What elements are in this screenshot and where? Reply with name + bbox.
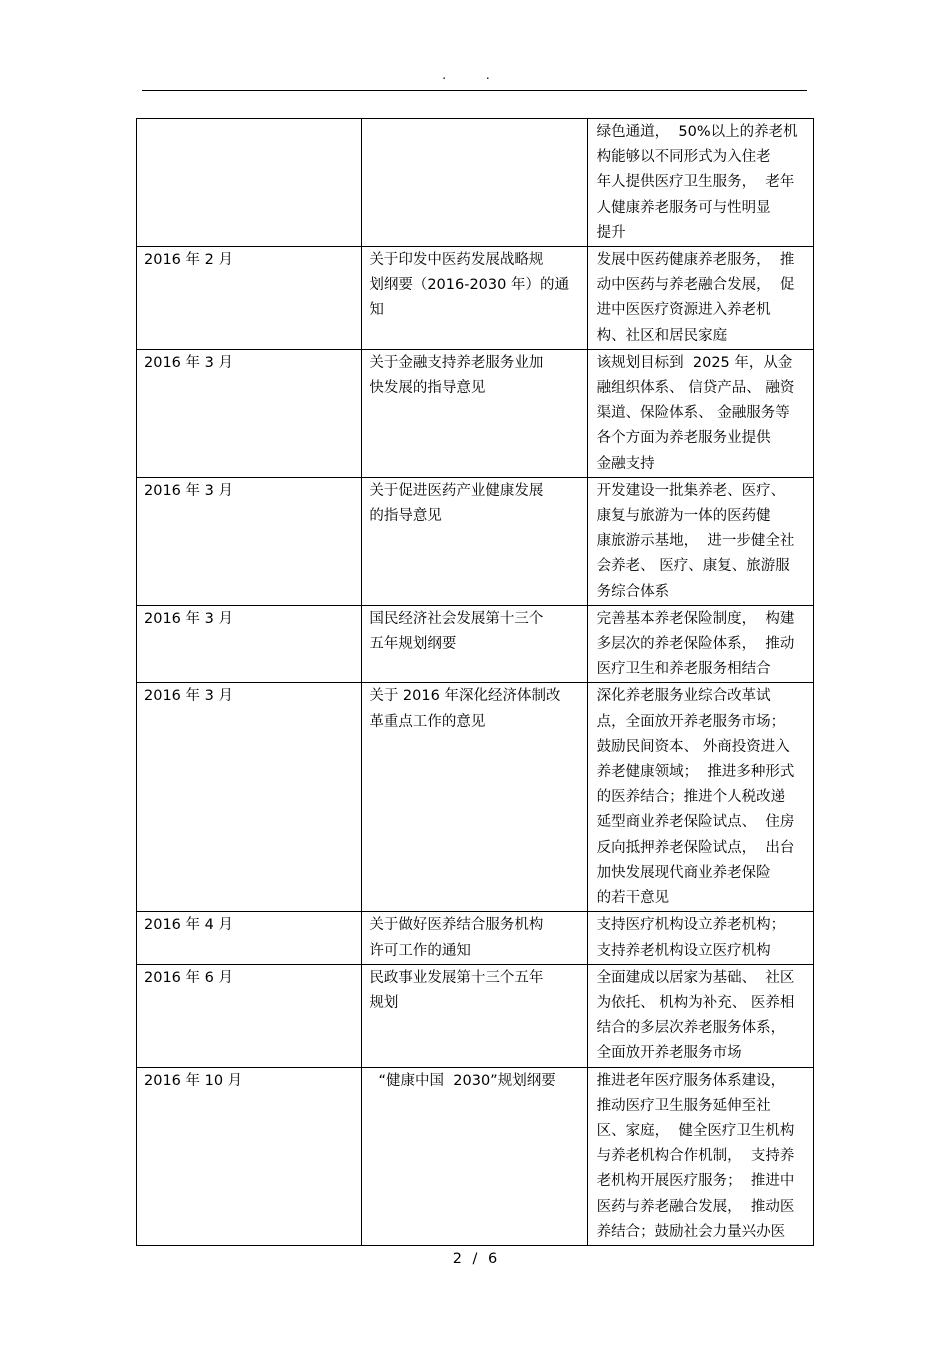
policy-content-cell-line: 养老健康领域； 推进多种形式: [596, 764, 795, 781]
table-row: [137, 1067, 814, 1245]
policy-content-cell-line: 与养老机构合作机制， 支持养: [596, 1148, 795, 1165]
policy-content-cell: [587, 349, 813, 477]
policy-content-cell-line: 康复与旅游为一体的医药健: [596, 508, 771, 525]
policy-content-cell-line: 年人提供医疗卫生服务， 老年: [596, 174, 795, 191]
policy-content-cell-line: 区、家庭， 健全医疗卫生机构: [596, 1122, 795, 1139]
policy-title-cell: [362, 247, 587, 350]
table-row: [137, 477, 814, 605]
policy-title-cell-line: 划纲要（2016-2030 年）的通: [369, 277, 569, 294]
policy-title-cell-line: 五年规划纲要: [369, 636, 457, 653]
policy-content-cell-line: 融组织体系、 信贷产品、 融资: [596, 380, 795, 397]
policy-title-cell: [362, 1067, 587, 1245]
policy-content-cell: [587, 683, 813, 912]
policy-content-cell-line: 加快发展现代商业养老保险: [596, 864, 771, 881]
page-indicator: 2 / 6: [452, 1251, 498, 1267]
policy-content-cell-line: 完善基本养老保险制度， 构建: [596, 610, 795, 627]
policy-content-cell-line: 点，全面放开养老服务市场；: [596, 713, 786, 730]
policy-content-cell-line: 支持养老机构设立医疗机构: [596, 942, 771, 959]
policy-title-cell-line: 革重点工作的意见: [369, 713, 486, 730]
date-cell: [137, 683, 362, 912]
date-cell-text: 2016 年 3 月: [144, 482, 233, 499]
policy-table: [136, 118, 814, 1246]
policy-content-cell-line: 推动医疗卫生服务延伸至社: [596, 1097, 771, 1114]
policy-content-cell-line: 推进老年医疗服务体系建设，: [596, 1072, 786, 1089]
table-row: [137, 683, 814, 912]
date-cell-text: 2016 年 10 月: [144, 1072, 243, 1089]
date-cell: [137, 912, 362, 964]
policy-content-cell-line: 老机构开展医疗服务； 推进中: [596, 1173, 795, 1190]
policy-title-cell: [362, 119, 587, 247]
policy-content-cell: [587, 119, 813, 247]
date-cell: [137, 964, 362, 1067]
date-cell: [137, 247, 362, 350]
table-row: [137, 349, 814, 477]
table-row: [137, 912, 814, 964]
policy-content-cell-line: 延型商业养老保险试点、 住房: [596, 814, 795, 831]
policy-content-cell-line: 的医养结合；推进个人税改递: [596, 789, 786, 806]
date-cell-text: 2016 年 3 月: [144, 688, 233, 705]
policy-table-body: [137, 119, 814, 1246]
policy-title-cell: [362, 912, 587, 964]
policy-title-cell-line: 规划: [369, 994, 399, 1011]
table-row: [137, 119, 814, 247]
policy-content-cell: [587, 912, 813, 964]
policy-title-cell: [362, 605, 587, 683]
policy-content-cell: [587, 964, 813, 1067]
policy-content-cell-line: 务综合体系: [596, 583, 670, 600]
date-cell: [137, 1067, 362, 1245]
policy-content-cell-line: 构能够以不同形式为入住老: [596, 149, 771, 166]
table-row: [137, 247, 814, 350]
policy-content-cell-line: 反向抵押养老保险试点， 出台: [596, 839, 795, 856]
policy-content-cell-line: 发展中医药健康养老服务， 推: [596, 252, 795, 269]
policy-content-cell-line: 构、社区和居民家庭: [596, 327, 728, 344]
date-cell-text: 2016 年 3 月: [144, 354, 233, 371]
policy-content-cell-line: 深化养老服务业综合改革试: [596, 688, 771, 705]
policy-content-cell-line: 渠道、保险体系、 金融服务等: [596, 405, 790, 422]
policy-content-cell-line: 康旅游示基地， 进一步健全社: [596, 533, 795, 550]
table-row: [137, 605, 814, 683]
header-mark: . .: [442, 68, 508, 82]
policy-content-cell-line: 提升: [596, 224, 626, 241]
policy-title-cell: [362, 477, 587, 605]
table-row: [137, 964, 814, 1067]
policy-content-cell: [587, 1067, 813, 1245]
policy-content-cell-line: 的若干意见: [596, 890, 670, 907]
policy-content-cell: [587, 605, 813, 683]
policy-content-cell-line: 养结合；鼓励社会力量兴办医: [596, 1223, 786, 1240]
policy-title-cell: [362, 683, 587, 912]
date-cell: [137, 477, 362, 605]
date-cell-text: 2016 年 2 月: [144, 252, 233, 269]
policy-content-cell-line: 金融支持: [596, 455, 655, 472]
policy-title-cell-line: 关于做好医养结合服务机构: [369, 917, 544, 934]
policy-title-cell-line: 国民经济社会发展第十三个: [369, 610, 544, 627]
policy-title-cell: [362, 964, 587, 1067]
policy-content-cell-line: 医药与养老融合发展， 推动医: [596, 1198, 795, 1215]
policy-content-cell-line: 人健康养老服务可与性明显: [596, 199, 771, 216]
policy-title-cell-line: 的指导意见: [369, 508, 442, 525]
policy-title-cell-line: “健康中国 2030”规划纲要: [369, 1072, 556, 1089]
policy-content-cell-line: 为依托、 机构为补充、 医养相: [596, 994, 795, 1011]
policy-content-cell-line: 绿色通道， 50%以上的养老机: [596, 124, 798, 140]
policy-title-cell-line: 知: [369, 302, 384, 319]
policy-content-cell: [587, 247, 813, 350]
policy-content-cell-line: 支持医疗机构设立养老机构；: [596, 917, 786, 934]
policy-content-cell-line: 开发建设一批集养老、医疗、: [596, 482, 786, 499]
date-cell-text: 2016 年 4 月: [144, 917, 233, 934]
date-cell: [137, 605, 362, 683]
policy-content-cell-line: 动中医药与养老融合发展， 促: [596, 277, 795, 294]
policy-content-cell-line: 多层次的养老保险体系， 推动: [596, 636, 795, 653]
policy-content-cell-line: 结合的多层次养老服务体系，: [596, 1020, 786, 1037]
policy-title-cell-line: 关于 2016 年深化经济体制改: [369, 688, 561, 705]
policy-title-cell-line: 关于金融支持养老服务业加: [369, 354, 544, 371]
policy-title-cell-line: 许可工作的通知: [369, 942, 471, 959]
date-cell-text: 2016 年 6 月: [144, 969, 233, 986]
header-rule: [142, 90, 807, 91]
policy-content-cell-line: 全面放开养老服务市场: [596, 1045, 742, 1062]
policy-content-cell-line: 该规划目标到 2025 年，从金: [596, 354, 793, 371]
policy-title-cell-line: 关于印发中医药发展战略规: [369, 252, 544, 269]
policy-content-cell-line: 各个方面为养老服务业提供: [596, 430, 771, 447]
policy-title-cell-line: 民政事业发展第十三个五年: [369, 969, 544, 986]
policy-content-cell-line: 会养老、 医疗、康复、旅游服: [596, 558, 790, 575]
policy-content-cell-line: 进中医医疗资源进入养老机: [596, 302, 771, 319]
date-cell: [137, 119, 362, 247]
date-cell: [137, 349, 362, 477]
policy-content-cell-line: 全面建成以居家为基础、 社区: [596, 969, 795, 986]
policy-content-cell-line: 鼓励民间资本、 外商投资进入: [596, 738, 790, 755]
policy-title-cell-line: 快发展的指导意见: [369, 380, 486, 397]
policy-content-cell-line: 医疗卫生和养老服务相结合: [596, 661, 771, 678]
policy-content-cell: [587, 477, 813, 605]
policy-title-cell: [362, 349, 587, 477]
date-cell-text: 2016 年 3 月: [144, 610, 233, 627]
policy-title-cell-line: 关于促进医药产业健康发展: [369, 482, 544, 499]
